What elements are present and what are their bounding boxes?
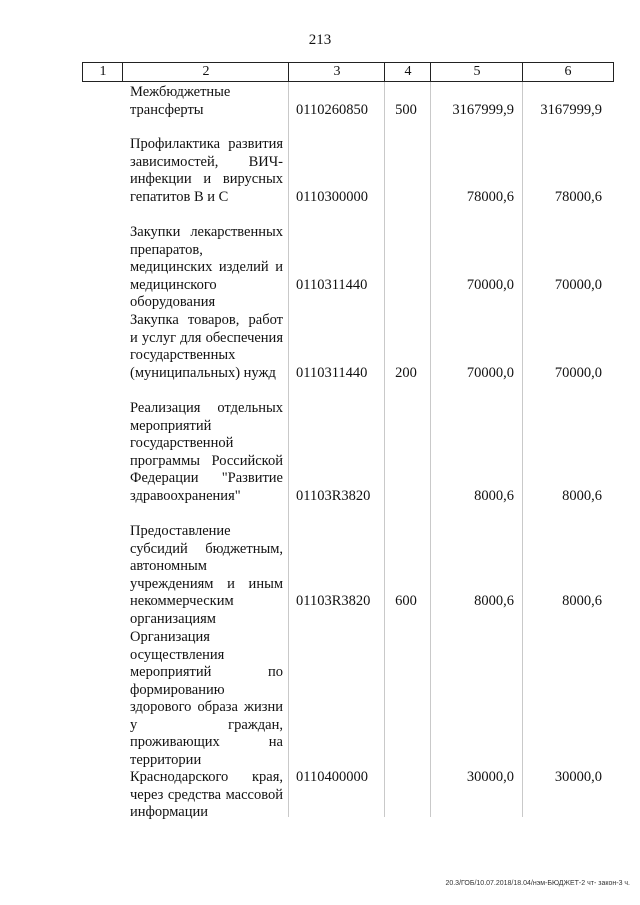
row-sum-6: 30000,0 — [554, 769, 602, 785]
row-code: 0110300000 — [296, 188, 368, 205]
row-sum-6: 78000,6 — [554, 188, 602, 205]
row-sum-6: 8000,6 — [562, 487, 602, 504]
row-name: Профилактика развития зависимостей, ВИЧ-инфекции и вирусных гепатитов В и С — [130, 136, 283, 205]
row-sum-5: 70000,0 — [466, 364, 514, 381]
row-sum-6: 8000,6 — [562, 593, 602, 609]
column-header-5: 5 — [430, 62, 523, 82]
column-header-4: 4 — [384, 62, 431, 82]
page-number: 213 — [308, 32, 332, 48]
row-sum-5: 3167999,9 — [452, 101, 514, 118]
row-name: Межбюджетные трансферты — [130, 84, 231, 118]
row-sum-5: 78000,6 — [466, 188, 514, 205]
row-sum-6: 70000,0 — [554, 276, 602, 293]
row-sum-6: 70000,0 — [554, 364, 602, 381]
column-header-3: 3 — [288, 62, 385, 82]
row-code: 0110260850 — [296, 101, 368, 118]
row-sum-5: 8000,6 — [474, 593, 514, 609]
row-name: Реализация отдельных мероприятий государственной программы Российской Федерации "Развитие здравоохранения" — [130, 400, 283, 504]
row-sum-5: 30000,0 — [466, 769, 514, 785]
row-vr: 600 — [395, 593, 417, 609]
row-name: Закупка товаров, работ и услуг для обеспечения государственных (муниципальных) нужд — [130, 312, 283, 381]
column-header-2: 2 — [122, 62, 289, 82]
row-code: 01103R3820 — [296, 593, 371, 609]
row-code: 0110311440 — [296, 364, 368, 381]
row-vr: 200 — [395, 364, 417, 381]
footer-text: 20.3/ГОБ/10.07.2018/18.04/нэм-БЮДЖЕТ-2 чт- закон-3 ч. — [445, 880, 630, 887]
column-header-6: 6 — [522, 62, 614, 82]
row-vr: 500 — [395, 101, 417, 118]
row-code: 0110400000 — [296, 769, 368, 785]
row-code: 0110311440 — [296, 276, 368, 293]
row-code: 01103R3820 — [296, 487, 371, 504]
column-header-row — [82, 62, 614, 82]
column-header-1: 1 — [82, 62, 123, 82]
row-name: Предоставление субсидий бюджетным, автономным учреждениям и иным некоммерческим организациям — [130, 523, 283, 627]
row-name: Закупки лекарственных препаратов, медицинских изделий и медицинского оборудования — [130, 224, 283, 310]
column-divider — [288, 82, 289, 817]
column-divider — [384, 82, 385, 817]
row-sum-5: 70000,0 — [466, 276, 514, 293]
row-sum-6: 3167999,9 — [540, 101, 602, 118]
row-name: Организация осуществления мероприятий по формированию здорового образа жизни у граждан, проживающих на территории Краснодарского края, через средства массовой информации — [130, 629, 283, 820]
row-sum-5: 8000,6 — [474, 487, 514, 504]
